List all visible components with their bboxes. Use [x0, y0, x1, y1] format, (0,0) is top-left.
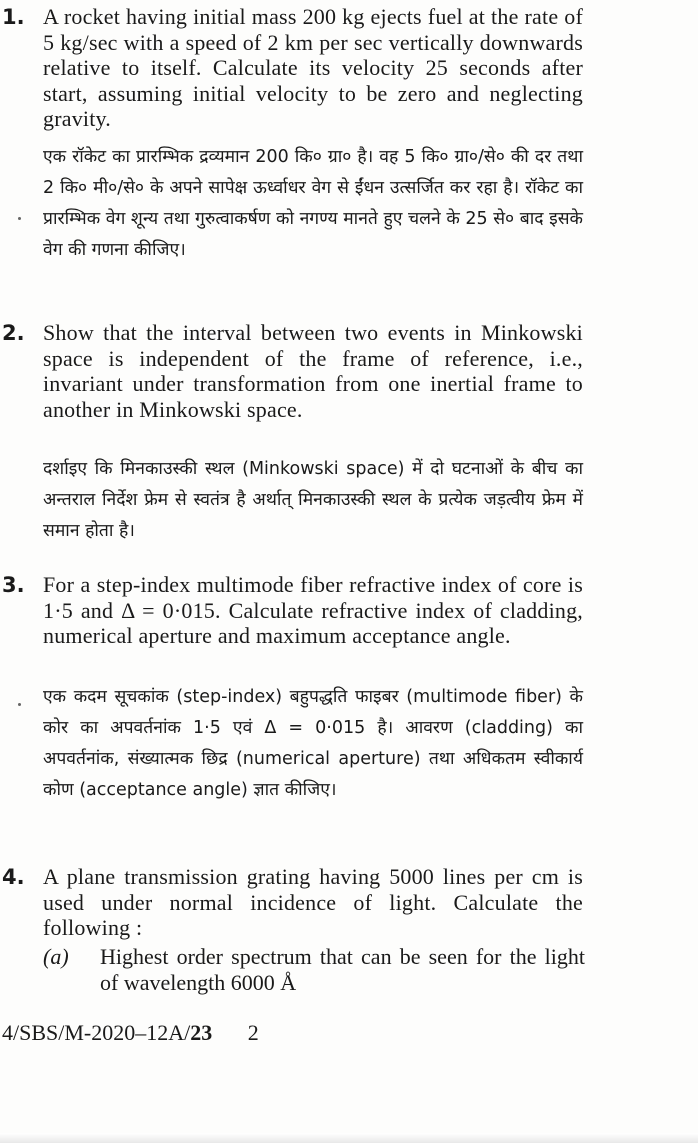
- sub-question-a: [43, 944, 588, 995]
- page-number: 2: [247, 1020, 259, 1045]
- question-hindi-text: एक रॉकेट का प्रारम्भिक द्रव्यमान 200 कि० ग्रा० है। वह 5 कि० ग्रा०/से० की दर तथा 2 कि० मी०/से० के अपने सापेक्ष ऊर्ध्वाधर वेग से ईंधन उत्सर्जित कर रहा है। रॉकेट का प्रारम्भिक वेग शून्य तथा गुरुत्वाकर्षण को नगण्य मानते हुए चलने के 25 से० बाद इसके वेग की गणना कीजिए।: [43, 147, 583, 260]
- question-english-text: A rocket having initial mass 200 kg ejects fuel at the rate of 5 kg/sec with a speed of 2 km per sec vertically downwards relative to itself. Calculate its velocity 25 seconds after start, assuming initial velocity to be zero and neglecting gravity.: [43, 4, 583, 131]
- question-hindi-text: एक कदम सूचकांक (step-index) बहुपद्धति फाइबर (multimode fiber) के कोर का अपवर्तनांक 1·5 एवं Δ = 0·015 है। आवरण (cladding) का अपवर्तनांक, संख्यात्मक छिद्र (numerical aperture) तथा अधिकतम स्वीकार्य कोण (acceptance angle) ज्ञात कीजिए।: [43, 687, 583, 800]
- page-bottom-edge: [0, 1133, 698, 1143]
- question-english-text: A plane transmission grating having 5000 lines per cm is used under normal incidence of light. Calculate the following :: [43, 864, 583, 940]
- scan-mark: [18, 217, 21, 220]
- question-number: 3.: [2, 573, 25, 597]
- question-number: 4.: [2, 865, 25, 889]
- paper-code: 4/SBS/M-2020–12A/: [2, 1020, 191, 1045]
- sub-question-label: (a): [43, 944, 69, 969]
- scan-mark: [18, 703, 21, 706]
- question-english-text: For a step-index multimode fiber refractive index of core is 1·5 and Δ = 0·015. Calculate refractive index of cladding, numerical aperture and maximum acceptance angle.: [43, 572, 583, 648]
- sub-question-text: Highest order spectrum that can be seen for the light of wavelength 6000 Å: [100, 944, 585, 995]
- question-number: 2.: [2, 321, 25, 345]
- question-hindi-text: दर्शाइए कि मिनकाउस्की स्थल (Minkowski space) में दो घटनाओं के बीच का अन्तराल निर्देश फ्रेम से स्वतंत्र है अर्थात् मिनकाउस्की स्थल के प्रत्येक जड़त्वीय फ्रेम में समान होता है।: [43, 459, 583, 541]
- question-number: 1.: [2, 5, 25, 29]
- page-footer: [2, 1020, 259, 1046]
- question-english-text: Show that the interval between two events in Minkowski space is independent of the frame of reference, i.e., invariant under transformation from one inertial frame to another in Minkowski space.: [43, 320, 583, 422]
- paper-code-set: 23: [190, 1020, 213, 1045]
